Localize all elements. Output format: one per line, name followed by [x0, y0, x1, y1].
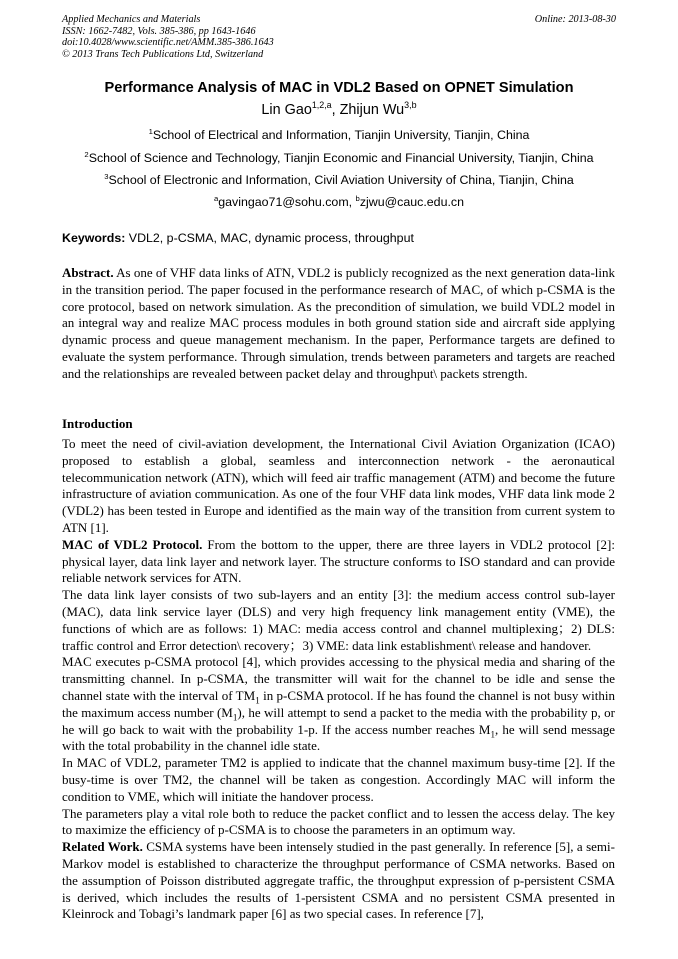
section-heading-introduction: Introduction: [62, 416, 133, 431]
paragraph-text: CSMA systems have been intensely studied in the past generally. In reference [5], a semi-Markov model is established to characterize the throughput performance of CSMA networks. Based on the assumption of Poisson distributed aggregate traffic, the throughput expression of p-persistent CSMA is derived, which includes the results of 1-persistent CSMA and no persistent CSMA presented in Kleinrock and Tobagi’s landmark paper [6] as two special cases. In reference [7],: [62, 839, 615, 922]
paragraph: [62, 537, 615, 587]
paragraph: The parameters play a vital role both to reduce the packet conflict and to lessen the access delay. The key to maximize the efficiency of p-CSMA is to choose the parameters in an optimum way.: [62, 805, 615, 838]
online-date: Online: 2013-08-30: [534, 14, 616, 25]
subsection-label: MAC of VDL2 Protocol.: [62, 536, 203, 552]
introduction-body: [62, 436, 615, 923]
keywords: [62, 231, 414, 245]
abstract-label: Abstract.: [62, 265, 114, 280]
author-name: Lin Gao: [261, 102, 312, 118]
paragraph: In MAC of VDL2, parameter TM2 is applied to indicate that the channel maximum busy-time [2]. If the busy-time is over TM2, the channel will be taken as congestion. Accordingly MAC will inform the condition to VME, which will initiate the handover process.: [62, 755, 615, 804]
paragraph-text: MAC executes p-CSMA protocol [4], which provides accessing to the physical media and sharing of the transmitting channel. In p-CSMA, the transmitter will wait for the channel to be idle and sense the channel state with the interval of TM: [62, 654, 615, 703]
issn-line: ISSN: 1662-7482, Vols. 385-386, pp 1643-1646: [62, 25, 256, 37]
paragraph: [62, 654, 615, 755]
paragraph-text: From the bottom to the upper, there are three layers in VDL2 protocol [2]: physical layer, data link layer and network layer. The structure conforms to ISO standard and can provide reliable network services for ATN.: [62, 536, 615, 586]
paragraph: The data link layer consists of two sub-layers and an entity [3]: the medium access control sub-layer (MAC), data link service layer (DLS) and very high frequency link management entity (VME), the functions of which are as follows: 1) MAC: media access control and channel multiplexing；2) DLS: traffic control and Error detection\ recovery；3) VME: data link establishment\ release and handover.: [62, 587, 615, 653]
keywords-text: VDL2, p-CSMA, MAC, dynamic process, throughput: [125, 231, 414, 245]
paragraph-text: in p-CSMA protocol. If he has found the channel is not busy within the maximum access number (M: [62, 687, 615, 720]
abstract: [62, 265, 615, 383]
paragraph-text: , he will send message with the total probability in the channel idle state.: [62, 721, 615, 754]
affiliation-number: 3: [104, 171, 109, 181]
journal-header: [62, 14, 274, 60]
affiliation-number: 2: [84, 149, 89, 159]
subsection-label: Related Work.: [62, 839, 143, 855]
affiliation-text: School of Electrical and Information, Tianjin University, Tianjin, China: [152, 128, 530, 142]
affiliation-number: 1: [148, 126, 153, 136]
journal-name: Applied Mechanics and Materials: [62, 14, 201, 25]
author-affiliation-marker: 1,2,a: [311, 100, 332, 111]
affiliation-1: [0, 128, 678, 142]
affiliation-text: School of Electronic and Information, Civil Aviation University of China, Tianjin, China: [108, 173, 574, 187]
doi-line[interactable]: doi:10.4028/www.scientific.net/AMM.385-386.1643: [62, 37, 274, 49]
paragraph: [62, 839, 615, 923]
keywords-label: Keywords:: [62, 231, 126, 245]
paragraph-text: ), he will attempt to send a packet to the media with the probability p, or he will go back to wait with the probability 1-p. If the access number reaches M: [62, 704, 615, 737]
affiliation-2: [0, 151, 678, 165]
author-affiliation-marker: 3,b: [404, 100, 417, 111]
affiliation-3: [0, 173, 678, 187]
author-line: [0, 102, 678, 118]
email-b[interactable]: zjwu@cauc.edu.cn: [359, 195, 464, 209]
abstract-text: As one of VHF data links of ATN, VDL2 is publicly recognized as the next generation data-link in the transition period. The paper focused in the performance research of MAC, of which p-CSMA is the core protocol, based on network simulation. As the precondition of simulation, we build VDL2 model in an integral way and realize MAC process modules in both ground station side and aircraft side applying dynamic process and queue management mechanism. In the paper, Performance targets are defined to evaluate the system performance. Through simulation, trends between parameters and targets are reached and the relationships are revealed between packet delay and throughput\ packets strength.: [62, 265, 616, 381]
subscript: 1: [255, 695, 260, 706]
subscript: 1: [232, 712, 238, 723]
author-separator: ,: [331, 102, 340, 118]
email-marker: b: [355, 193, 360, 203]
email-line: [0, 195, 678, 209]
subscript: 1: [490, 729, 496, 740]
affiliation-text: School of Science and Technology, Tianjin Economic and Financial University, Tianjin, China: [88, 151, 594, 165]
author-name: Zhijun Wu: [339, 102, 405, 118]
paper-title: Performance Analysis of MAC in VDL2 Based on OPNET Simulation: [104, 80, 574, 96]
copyright-line: © 2013 Trans Tech Publications Ltd, Switzerland: [62, 48, 264, 60]
email-marker: a: [213, 193, 219, 203]
email-a[interactable]: gavingao71@sohu.com,: [218, 195, 356, 209]
paragraph: To meet the need of civil-aviation development, the International Civil Aviation Organization (ICAO) proposed to establish a global, seamless and interconnection network - the aeronautical telecommunication network (ATN), which will feed air traffic management (ATM) and become the future infrastructure of aviation communication. As one of the four VHF data link modes, VHF data link mode 2 (VDL2) has been tested in Europe and identified as the main way of the transition from current system to ATN [1].: [62, 436, 615, 535]
